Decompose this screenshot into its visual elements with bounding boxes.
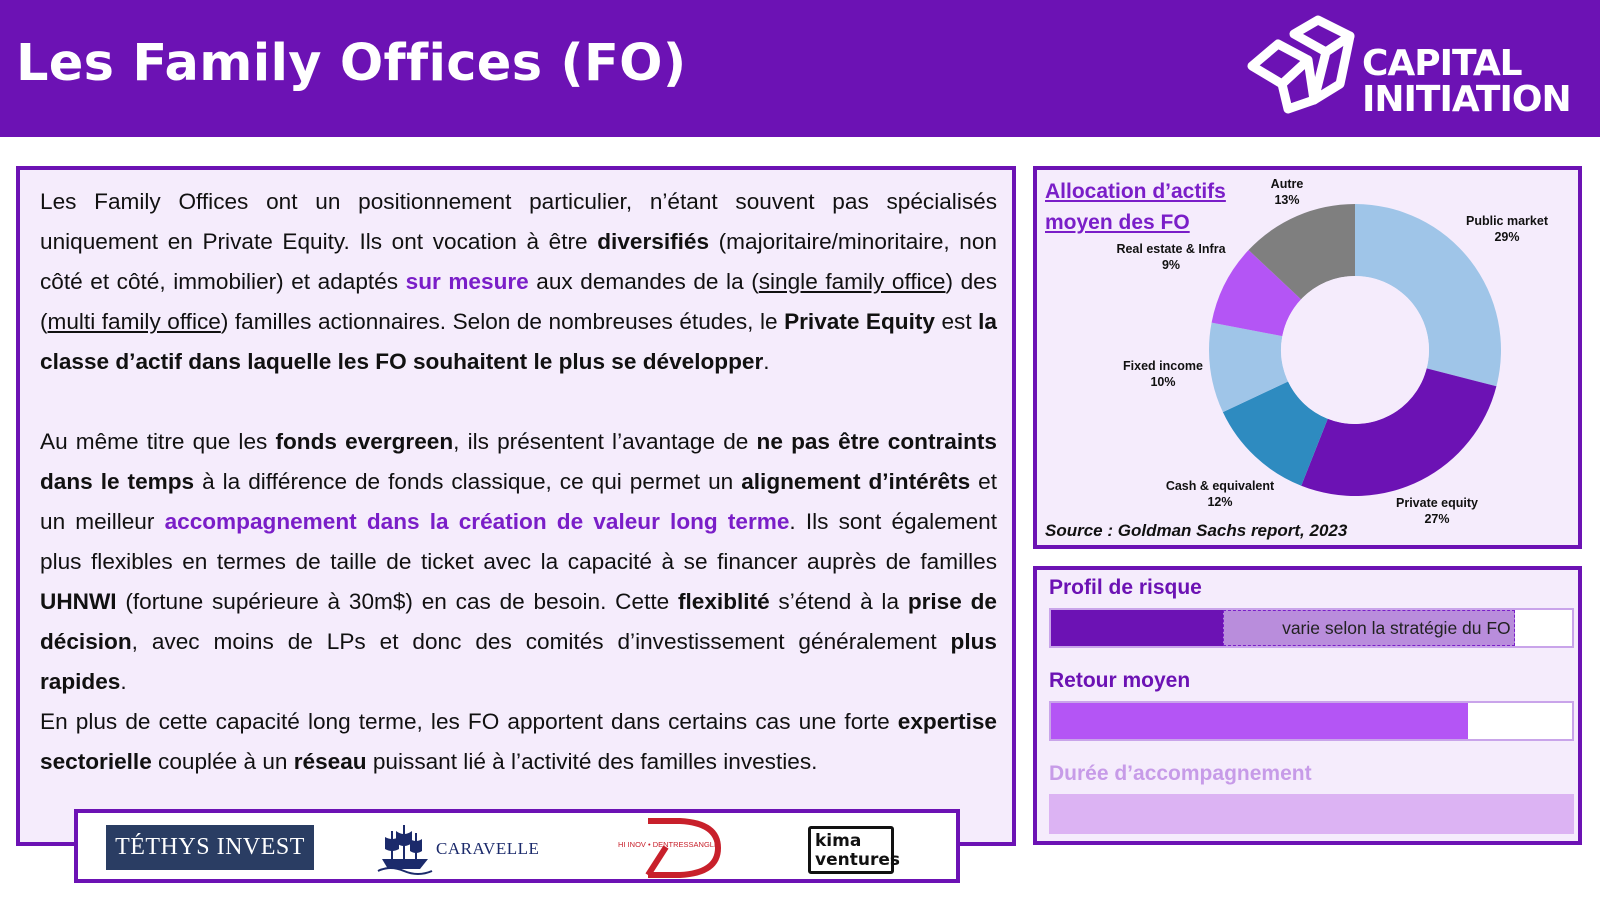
slice-name-label: Private equity [1396,496,1478,510]
paragraph-3 [40,702,997,782]
header-bar [0,0,1600,137]
underlined-run: multi family office [47,309,221,334]
kima-ventures-logo[interactable] [798,818,908,878]
text-run: s’étend à la [769,589,908,614]
tethys-invest-logo[interactable]: TÉTHYS INVEST [106,825,314,870]
body-text [40,182,997,782]
ventures-label: ventures [815,850,900,870]
highlight-run: accompagnement dans la création de valeur long terme [164,509,790,534]
text-run: . Ils sont également plus flexibles en termes de taille de ticket avec la capacité à se financer auprès de familles [40,509,997,574]
support-duration-label: Durée d’accompagnement [1049,762,1312,785]
text-run: Les Family Offices ont un positionnement particulier, n’étant souvent pas spécialisés uniquement en Private Equity. Ils ont vocation à être [40,189,997,254]
risk-profile-panel [1033,566,1582,845]
slice-value-label: 27% [1424,512,1450,526]
average-return-fill [1051,703,1468,739]
paragraph-gap [40,382,997,422]
underlined-run: single family office [758,269,946,294]
text-run: En plus de cette capacité long terme, les FO apportent dans certains cas une forte [40,709,898,734]
bold-run: expertise sectorielle [40,709,997,774]
paragraph-1 [40,182,997,382]
bold-run: flexiblité [677,589,770,614]
main-text-panel [16,166,1016,846]
asset-allocation-panel [1033,166,1582,549]
bold-run: Private Equity [784,309,935,334]
text-run: , avec moins de LPs et donc des comités d’investissement généralement [131,629,951,654]
text-run: . [120,669,127,694]
risk-profile-note: varie selon la stratégie du FO [1282,618,1511,638]
slice-value-label: 9% [1161,258,1181,272]
text-run: et un meilleur [40,469,997,534]
bold-run: fonds evergreen [275,429,454,454]
chart-source: Source : Goldman Sachs report, 2023 [1045,521,1348,540]
bold-run: plus rapides [40,629,997,694]
caravelle-logo[interactable] [376,819,556,877]
cube-logo-icon [1244,14,1360,114]
bold-run: réseau [293,749,367,774]
bold-run: la classe d’actif dans laquelle les FO souhaitent le plus se développer [40,309,997,374]
text-run: , ils présentent l’avantage de [453,429,757,454]
text-run: est [934,309,979,334]
hi-inov-label: HI INOV • DENTRESSANGLE [618,840,719,849]
chart-title[interactable]: Allocation d’actifs moyen des FO [1045,180,1226,234]
slice-value-label: 12% [1207,495,1233,509]
slice-value-label: 13% [1274,193,1300,207]
slice-name-label: Public market [1466,214,1548,228]
kima-label: kima [815,831,862,851]
bold-run: alignement d’intérêts [741,469,971,494]
text-run: Au même titre que les [40,429,276,454]
paragraph-2 [40,422,997,702]
text-run: à la différence de fonds classique, ce qui permet un [194,469,742,494]
slice-name-label: Cash & equivalent [1165,479,1275,493]
bold-run: UHNWI [40,589,117,614]
text-run: ) des ( [40,269,997,334]
text-run: (majoritaire/minoritaire, non côté et côté, immobilier) et adaptés [40,229,997,294]
bold-run: prise de décision [40,589,997,654]
bold-run: ne pas être contraints dans le temps [40,429,997,494]
risk-profile-fill [1051,610,1223,646]
logo-text-initiation: INITIATION [1362,79,1571,120]
hi-inov-logo[interactable] [618,817,768,879]
highlight-run: sur mesure [405,269,529,294]
text-run: . [763,349,770,374]
slice-value-label: 10% [1150,375,1176,389]
kima-ventures-badge [808,826,900,874]
text-run: couplée à un [151,749,294,774]
page-title: Les Family Offices (FO) [16,34,687,93]
slice-name-label: Real estate & Infra [1116,242,1226,256]
ship-icon [376,819,434,877]
bold-run: diversifiés [597,229,710,254]
text-run: ) familles actionnaires. Selon de nombreuses études, le [220,309,785,334]
text-run: aux demandes de la ( [528,269,759,294]
support-duration-fill [1049,794,1574,834]
text-run: (fortune supérieure à 30m$) en cas de besoin. Cette [116,589,678,614]
average-return-bar [1049,701,1574,741]
capital-initiation-logo[interactable] [1244,14,1584,124]
support-duration-bar [1049,794,1574,834]
slice-name-label: Fixed income [1123,359,1203,373]
slice-name-label: Autre [1270,177,1304,191]
donut-hole [1281,276,1429,424]
logo-text-capital: CAPITAL [1362,43,1522,84]
partner-logos-strip [74,809,960,883]
text-run: puissant lié à l’activité des familles investies. [366,749,818,774]
average-return-label: Retour moyen [1049,669,1191,692]
caravelle-label: CARAVELLE [436,839,540,858]
risk-profile-label: Profil de risque [1049,576,1202,599]
risk-profile-bar [1049,608,1574,648]
slice-value-label: 29% [1494,230,1520,244]
